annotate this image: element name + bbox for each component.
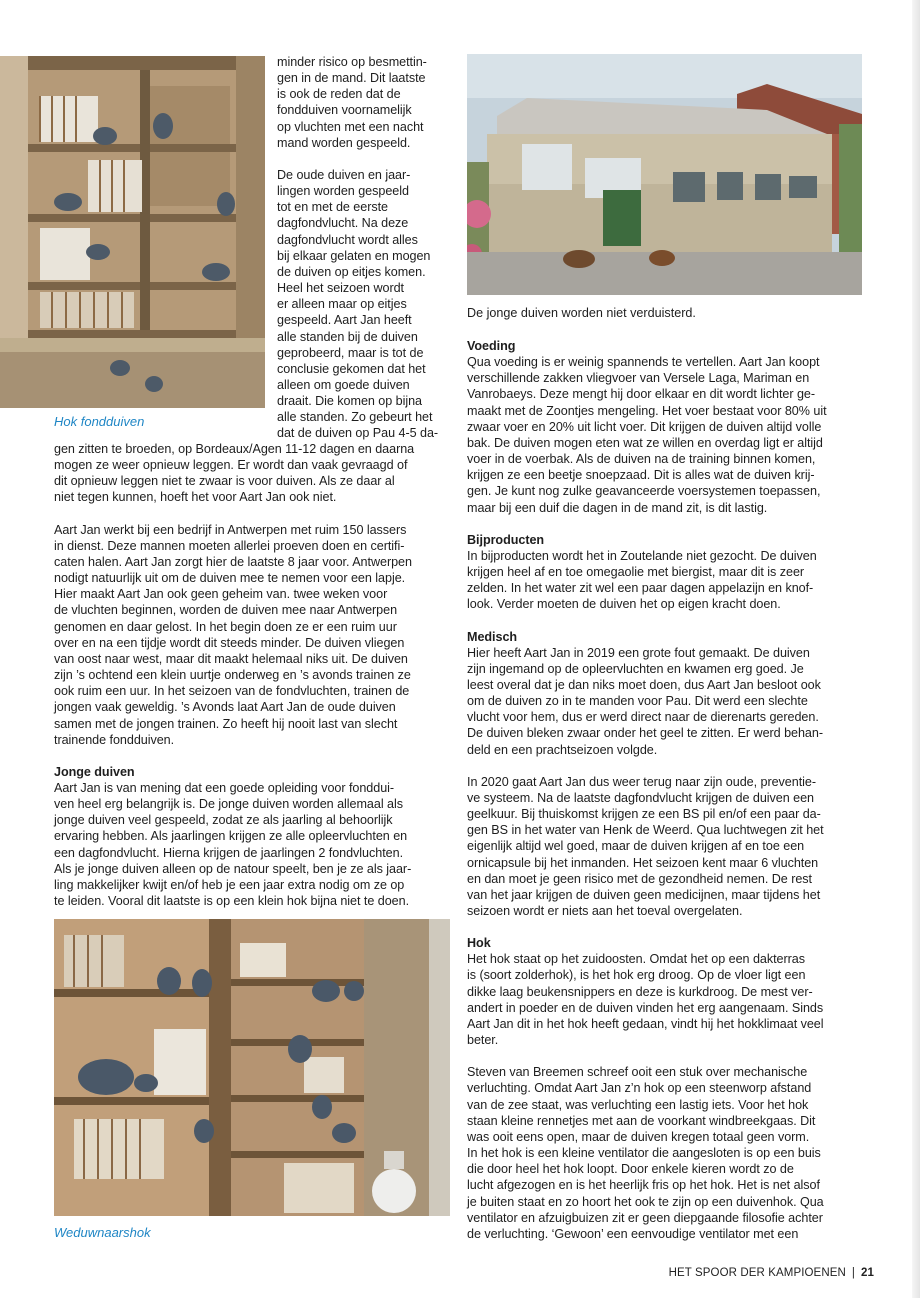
paragraph-voeding: Qua voeding is er weinig spannends te vertellen. Aart Jan koopt verschillende zakken vliegvoer van Versele Laga, Mariman en Vanrobaeys. Deze mengt hij door elkaar en dit wordt lichter ge- maakt met de Zoontjes mengeling. Het voer bestaat voor 80% uit zwaar voer en 20% uit licht voer. Dit krijgen de duiven altijd volle bak. De duiven mogen eten wat ze willen en overdag ligt er altijd voer in de voerbak. Als de duiven na de training binnen komen, krijgen ze een beetje snoepzaad. Dit is alles wat de duiven krij- gen. Je kunt nog zulke geavanceerde voersystemen toepassen, maar bij een duif die dagen in de mand zit, is dit lastig. xyxy=(467,355,827,515)
paragraph-narrow-1: minder risico op besmettin- gen in de mand. Dit laatste is ook de reden dat de fondduiven voornamelijk op vluchten met een nacht mand worden gespeeld. xyxy=(277,55,427,150)
paragraph-bijproducten: In bijproducten wordt het in Zoutelande niet gezocht. De duiven krijgen heel af en toe omegaolie met biergist, maar dit is zeer zelden. In het water zit wel een paar dagen appelazijn en knof- look. Verder moeten de duiven het op eigen kracht doen. xyxy=(467,548,817,612)
left-wide-column xyxy=(54,441,454,909)
caption-hok-fondduiven: Hok fondduiven xyxy=(54,414,145,429)
paragraph-wide-2: Aart Jan werkt bij een bedrijf in Antwerpen met ruim 150 lassers in dienst. Deze mannen moeten allerlei proeven doen en certifi- caten halen. Aart Jan zorgt hier de laatste 8 jaar voor. Antwerpen nodigt natuurlijk uit om de duiven mee te nemen voor een lapje. Hier maakt Aart Jan ook geen geheim van. twee weken voor de vluchten beginnen, worden de duiven mee naar Antwerpen genomen en daar gelost. In het begin doen ze er een ruim uur over en na een tijdje wordt dit steeds minder. De duiven vliegen van oost naar west, maar dit maakt helemaal niks uit. De duiven zijn ’s ochtend een klein uurtje onderweg en ’s avonds trainen ze ook ruim een uur. In het seizoen van de fondvluchten, trainen de jongen vaak geweldig. ’s Avonds laat Aart Jan de oude duiven samen met de jongen trainen. Zo heeft hij nooit last van slecht trainende fondduiven. xyxy=(54,522,412,747)
paragraph-hok-2: Steven van Breemen schreef ooit een stuk over mechanische verluchting. Omdat Aart Jan z’n hok op een steenworp afstand van de zee staat, was verluchting een lastig iets. Voor het hok staan kleine rennetjes met aan de voorkant windbreekgaas. Dit was ooit eens open, maar de duiven kregen totaal geen vorm. In het hok is een kleine ventilator die aangesloten is op een buis die door heel het hok loopt. Door enkele kieren wordt zo de lucht afgezogen en is het heerlijk fris op het hok. Het is net alsof je buiten staat en zo hoort het ook te zijn op een duivenhok. Qua ventilator en afzuigbuizen zit er geen diepgaande filosofie achter de verluchting. ‘Gewoon’ een eenvoudige ventilator met een xyxy=(467,1065,824,1241)
photo-weduwnaarshok xyxy=(54,919,450,1216)
footer-separator: | xyxy=(851,1267,855,1279)
magazine-title: HET SPOOR DER KAMPIOENEN xyxy=(668,1267,846,1279)
page-edge-shadow xyxy=(912,0,920,1298)
photo-loft-exterior xyxy=(467,54,862,295)
page-number: 21 xyxy=(861,1267,874,1279)
paragraph-medisch-1: Hier heeft Aart Jan in 2019 een grote fout gemaakt. De duiven zijn ingemand op de opleervluchten en kwamen erg goed. Je leest overal dat je dan niks moet doen, dus Aart Jan besloot ook om de duiven zo in te manden voor Pau. Dit werd een slechte vlucht voor hem, dus er werd direct naar de dierenarts gereden. De duiven bleken zwaar onder het geel te zitten. Er werd behan- deld en een prachtseizoen volgde. xyxy=(467,645,823,757)
photo-hok-fondduiven xyxy=(0,56,265,408)
left-narrow-column xyxy=(277,54,457,442)
right-column xyxy=(467,338,867,1242)
heading-medisch: Medisch xyxy=(467,629,518,644)
paragraph-wide-1: gen zitten te broeden, op Bordeaux/Agen 11-12 dagen en daarna mogen ze weer opnieuw leggen. Er wordt dan vaak gevraagd of dit opnieuw leggen niet te zwaar is voor duiven. Als ze daar al niet tegen kunnen, hoeft het voor Aart Jan ook niet. xyxy=(54,442,415,505)
heading-bijproducten: Bijproducten xyxy=(467,532,545,547)
caption-weduwnaarshok: Weduwnaarshok xyxy=(54,1225,151,1240)
paragraph-medisch-2: In 2020 gaat Aart Jan dus weer terug naar zijn oude, preventie- ve systeem. Na de laatste dagfondvlucht krijgen de duiven een geelkuur. Bij thuiskomst krijgen ze een BS pil en/of een paar da- gen BS in het water van Henk de Weerd. Qua luchtwegen zit het eigenlijk altijd wel goed, maar de duiven krijgen af en toe een ornicapsule bij het inmanden. Het seizoen kent maar 6 vluchten en dan moet je geen risico met de gezondheid nemen. De rest van het jaar krijgen de duiven geen medicijnen, maar tijdens het seizoen wordt er niets aan het toeval overgelaten. xyxy=(467,774,824,918)
heading-voeding: Voeding xyxy=(467,339,516,353)
heading-hok: Hok xyxy=(467,936,491,951)
paragraph-hok-1: Het hok staat op het zuidoosten. Omdat het op een dakterras is (soort zolderhok), is het hok erg droog. Op de vloer ligt een dikke laag beukensnippers en deze is kurkdroog. De mest ver- andert in poeder en de duiven vinden het erg aangenaam. Sinds Aart Jan dit in het hok heeft gedaan, vindt hij het hokklimaat veel beter. xyxy=(467,952,824,1048)
paragraph-jonge-duiven: Aart Jan is van mening dat een goede opleiding voor fonddui- ven heel erg belangrijk is. De jonge duiven worden allemaal als jonge duiven veel gespeeld, zodat ze als jaarling al behoorlijk ervaring hebben. Als jaarlingen krijgen ze alle opleervluchten en een dagfondvlucht. Hierna krijgen de jaarlingen 2 fondvluchten. Als je jonge duiven alleen op de natour speelt, ben je ze als jaar- ling makkelijker kwijt en/of heb je een jaar extra nodig om ze op te leiden. Vooral dit laatste is op een klein hok bijna niet te doen. xyxy=(54,780,412,909)
page-footer xyxy=(669,1267,874,1279)
heading-jonge-duiven: Jonge duiven xyxy=(54,764,135,779)
paragraph-narrow-2: De oude duiven en jaar- lingen worden gespeeld tot en met de eerste dagfondvlucht. Na deze dagfondvlucht wordt alles bij elkaar gelaten en mogen de duiven op eitjes komen. Heel het seizoen wordt er alleen maar op eitjes gespeeld. Aart Jan heeft alle standen bij de duiven geprobeerd, maar is tot de conclusie gekomen dat het alleen om goede duiven draait. Die komen op bijna alle standen. Zo gebeurt het dat de duiven op Pau 4-5 da- xyxy=(277,167,439,441)
caption-loft-exterior: De jonge duiven worden niet verduisterd. xyxy=(467,306,696,320)
